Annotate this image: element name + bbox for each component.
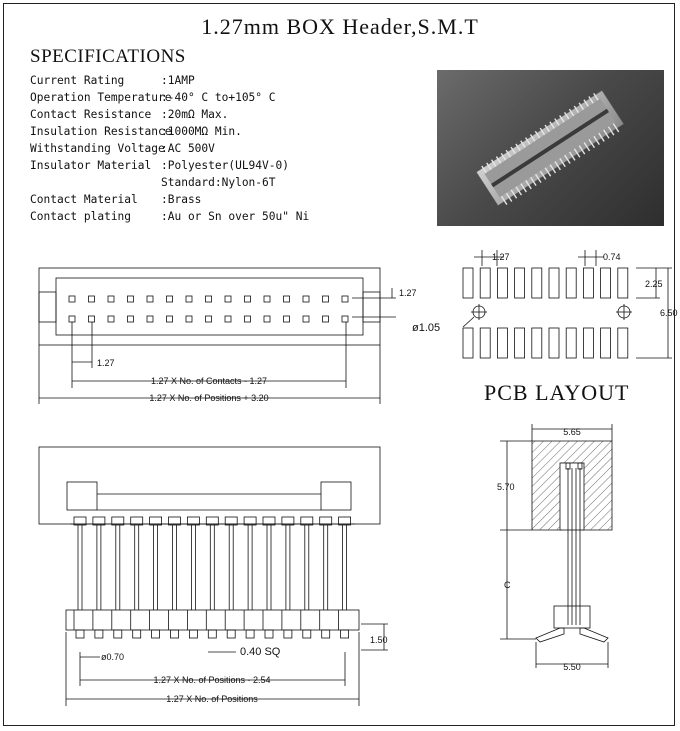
pcb-pad [463,268,473,298]
front-view-pin-foot [246,630,254,638]
front-view-positions-label: 1.27 X No. of Positions [166,694,258,704]
front-view-positions-minus-label: 1.27 X No. of Positions - 2.54 [153,675,271,685]
front-view-body [39,447,380,524]
pcb-pad [515,328,525,358]
top-view-pin [245,296,251,302]
side-view-height-label: 5.70 [497,482,515,492]
pcb-pad [463,328,473,358]
top-view-pin [323,296,329,302]
spec-label: Contact Resistance [30,108,152,121]
spec-label: Contact Material [30,193,138,206]
front-view-latch-left [67,482,97,510]
spec-value: Standard:Nylon-6T [161,176,276,189]
pcb-pad [566,268,576,298]
front-view-pin-foot [227,630,235,638]
front-view-pin-foot [322,630,330,638]
front-view-pin-label: ø0.70 [101,652,125,662]
top-view-pin [186,296,192,302]
front-view-latch-right [321,482,351,510]
top-view-positions-label: 1.27 X No. of Positions + 3.20 [149,393,269,403]
front-view-pin-foot [133,630,141,638]
specifications-heading: SPECIFICATIONS [30,46,186,67]
front-view-pin-foot [265,630,273,638]
spec-value: :1AMP [161,74,195,87]
spec-value: :Au or Sn over 50u" Ni [161,210,310,223]
pcb-pad [497,268,507,298]
front-view-pin-foot [303,630,311,638]
side-view [500,424,612,668]
spec-label: Withstanding Voltage [30,142,165,155]
spec-value: :Polyester(UL94V-0) [161,159,289,172]
pcb-pad [618,328,628,358]
spec-value: :AC 500V [161,142,215,155]
top-view-pin [323,316,329,322]
spec-value: :Brass [161,193,202,206]
top-view-pin [69,316,75,322]
front-view-square-label: 0.40 SQ [240,646,281,658]
spec-label: Contact plating [30,210,132,223]
pcb-layout-drawing [463,250,672,358]
top-view-notch-left [39,292,56,322]
top-view-pin [264,296,270,302]
top-view-pin [167,296,173,302]
front-view-pin-foot [341,630,349,638]
top-view-pin [206,316,212,322]
top-view-pin [225,316,231,322]
top-view-pin [303,316,309,322]
top-view-pitch-label: 1.27 [97,358,115,368]
top-view-notch-right [363,292,380,322]
pcb-pad [601,268,611,298]
top-view-pin [284,296,290,302]
pcb-pad [497,328,507,358]
top-view-pin [128,296,134,302]
top-view-pin [108,296,114,302]
top-view-pin [147,316,153,322]
side-view-width-bottom-label: 5.50 [563,662,581,672]
pcb-pad-width-label: 0.74 [603,252,621,262]
pcb-pad [549,328,559,358]
front-view-base [66,610,359,630]
front-view-pin-foot [95,630,103,638]
pcb-pad [566,328,576,358]
front-view-height-label: 1.50 [370,635,388,645]
top-view-pin [342,296,348,302]
top-view-pin [128,316,134,322]
top-view-inner [56,278,363,335]
top-view-pin [69,296,75,302]
pcb-pad [532,268,542,298]
spec-value: :20mΩ Max. [161,108,229,121]
spec-value: :-40° C to+105° C [161,91,276,104]
front-view-pin-foot [152,630,160,638]
front-view-pin-foot [114,630,122,638]
top-view-contacts-label: 1.27 X No. of Contacts - 1.27 [150,376,268,386]
pcb-pad [532,328,542,358]
side-view-foot-right [580,628,608,642]
pcb-pad [618,268,628,298]
top-view-pin [108,316,114,322]
front-view-pin-foot [171,630,179,638]
top-view-pin [303,296,309,302]
page-title: 1.27mm BOX Header,S.M.T [201,14,479,39]
top-view-pin [264,316,270,322]
pcb-pad [601,328,611,358]
top-view-pin [147,296,153,302]
top-view-pins [69,296,348,322]
pcb-layout-heading: PCB LAYOUT [484,380,630,405]
side-view-c-label: C [504,580,511,590]
front-view-pin-foot [189,630,197,638]
pcb-pad [515,268,525,298]
front-view-pins [70,517,355,638]
spec-label: Current Rating [30,74,125,87]
spec-label: Insulator Material [30,159,152,172]
pcb-hole-label: ø1.05 [412,322,441,334]
top-view-pin [89,316,95,322]
top-view-pin [342,316,348,322]
top-view-pin [284,316,290,322]
top-view-pin [225,296,231,302]
spec-value: :1000MΩ Min. [161,125,242,138]
pcb-pad [480,328,490,358]
top-view-pin [186,316,192,322]
top-view-pin [206,296,212,302]
spec-label: Insulation Resistance [30,125,172,138]
front-view [39,447,388,706]
pcb-span-label: 6.50 [660,308,678,318]
pcb-pad [549,268,559,298]
pcb-pitch-label: 1.27 [492,252,510,262]
pcb-hole-leader [463,317,474,327]
top-view-outline [39,268,380,345]
pcb-pad [583,268,593,298]
front-view-pin-foot [208,630,216,638]
side-view-foot-left [536,628,564,642]
top-view-pin [89,296,95,302]
spec-label: Operation Temperature [30,91,172,104]
pcb-pads [463,268,628,358]
top-view-pin [167,316,173,322]
side-view-width-top-label: 5.65 [563,427,581,437]
front-view-pin-foot [76,630,84,638]
pcb-pad [583,328,593,358]
pcb-pad [480,268,490,298]
top-view-row-label: 1.27 [399,288,417,298]
pcb-pad-length-label: 2.25 [645,279,663,289]
front-view-pin-foot [284,630,292,638]
top-view-pin [245,316,251,322]
